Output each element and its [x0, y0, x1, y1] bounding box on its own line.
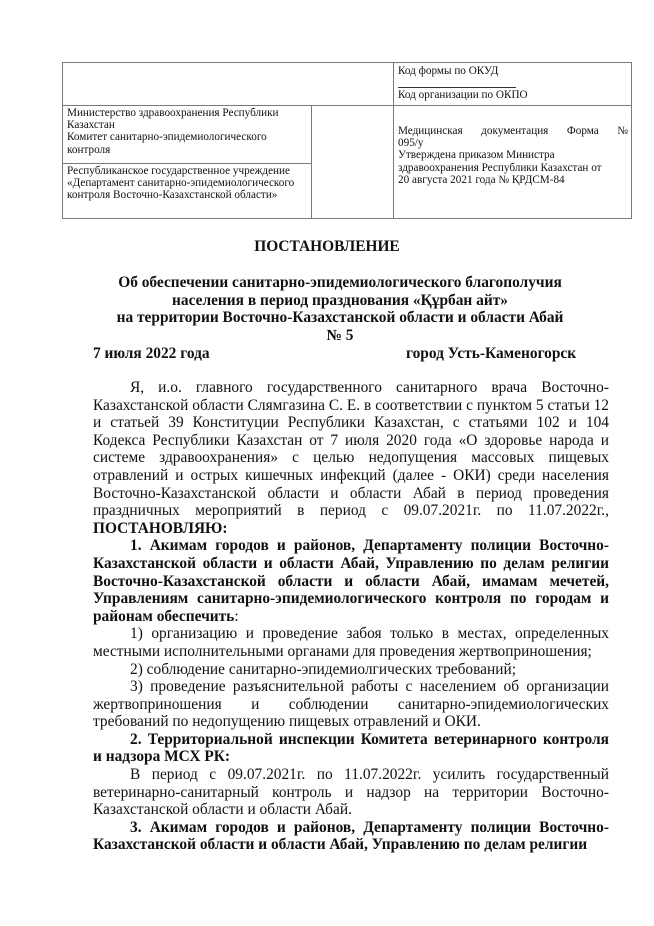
- item-3-heading: 3. Акимам городов и районов, Департаменту полиции Восточно-Казахстанской области и области Абай, Управлению по делам религии: [93, 818, 609, 854]
- department-cell: [63, 164, 312, 218]
- ministry-cell: [63, 106, 312, 164]
- header-empty-cell: [63, 63, 394, 106]
- document-number: № 5: [326, 326, 354, 344]
- document-type-title: ПОСТАНОВЛЕНИЕ: [254, 238, 400, 255]
- item-1-colon: :: [234, 607, 239, 625]
- item-1-heading: 1. Акимам городов и районов, Департаменту полиции Восточно-Казахстанской области и области Абай, Управлению по делам религии Восточно-Казахстанской области и области Абай, имамам мечетей, Управлениям санитарно-эпидемиологического контроля по городам и районам обеспечить: [93, 537, 609, 625]
- okpo-label: Код организации по ОКПО: [398, 89, 528, 102]
- item-1-sub-1: 1) организацию и проведение забоя только в местах, определенных местными исполнительными органами для проведения жертвоприношения;: [93, 625, 609, 660]
- document-subject: [80, 274, 600, 344]
- form-codes-cell: [394, 63, 632, 106]
- preamble-text: Я, и.о. главного государственного санитарного врача Восточно-Казахстанской области Слямгазина С. Е. в соответствии с пунктом 5 статьи 12 и статьей 39 Конституции Республики Казахстан, с статьями 102 и 104 Кодекса Республики Казахстан от 7 июля 2020 года «О здоровье народа и системе здравоохранения» с целью недопущения массовых пищевых отравлений и острых кишечных инфекций (далее - ОКИ) среди населения Восточно-Казахстанской области и области Абай в период проведения праздничных мероприятий в период с 09.07.2021г. по 11.07.2022г.,: [93, 379, 609, 520]
- header-blank-middle-cell: [312, 106, 394, 218]
- document-body: [93, 379, 609, 854]
- subject-line-3: на территории Восточно-Казахстанской области и области Абай: [116, 309, 564, 327]
- document-city: город Усть-Каменогорск: [406, 345, 577, 362]
- approval-line-2: здравоохранения Республики Казахстан от: [398, 161, 602, 174]
- item-1-sub-3: 3) проведение разъяснительной работы с населением об организации жертвоприношения и соблюдении санитарно-эпидемиологических требований по недопущению пищевых отравлений и ОКИ.: [93, 678, 609, 731]
- department-name: Республиканское государственное учреждение «Департамент санитарно-эпидемиологического контроля Восточно-Казахстанской области»: [67, 165, 295, 202]
- form-number: 095/у: [398, 137, 424, 150]
- okud-blank-line: [398, 77, 516, 88]
- subject-line-1: Об обеспечении санитарно-эпидемиологического благополучия: [118, 274, 562, 291]
- form-type-label: Медицинская документация Форма №: [398, 125, 628, 137]
- approval-line-3: 20 августа 2021 года № ҚРДСМ-84: [398, 173, 565, 186]
- item-1-sub-2: 2) соблюдение санитарно-эпидемиолгических требований;: [130, 660, 516, 678]
- okud-label: Код формы по ОКУД: [398, 65, 499, 77]
- approval-line-1: Утверждена приказом Министра: [398, 149, 555, 162]
- header-table: [62, 62, 632, 219]
- resolve-keyword: ПОСТАНОВЛЯЮ:: [93, 519, 228, 537]
- item-2-text: В период с 09.07.2021г. по 11.07.2022г. усилить государственный ветеринарно-санитарный контроль и надзор на территории Восточно-Казахстанской области и области Абай.: [93, 766, 609, 819]
- ministry-name: Министерство здравоохранения Республики Казахстан: [67, 107, 279, 132]
- preamble-paragraph: [93, 379, 609, 537]
- item-2-heading: 2. Территориальной инспекции Комитета ветеринарного контроля и надзора МСХ РК:: [93, 730, 609, 766]
- committee-name: Комитет санитарно-эпидемиологического контроля: [67, 131, 267, 156]
- document-date: 7 июля 2022 года: [93, 345, 210, 362]
- item-1-paragraph: [93, 537, 609, 625]
- subject-line-2: населения в период празднования «Құрбан айт»: [172, 291, 508, 309]
- form-info-cell: [394, 106, 632, 218]
